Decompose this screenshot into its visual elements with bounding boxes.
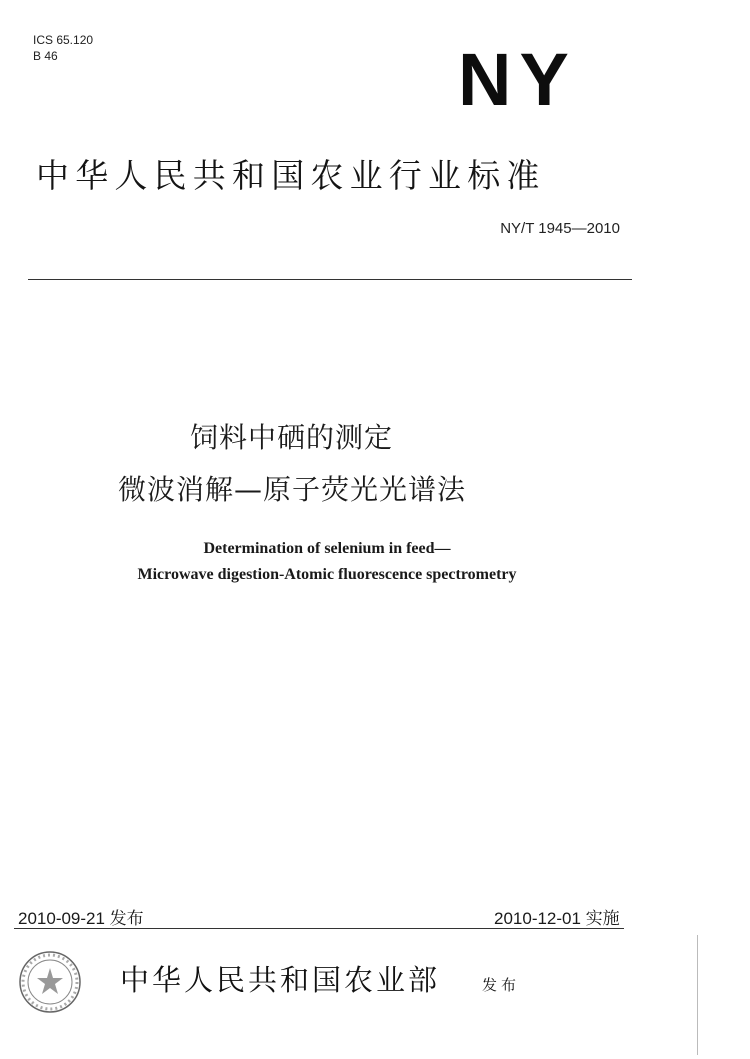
seal-icon bbox=[16, 948, 84, 1016]
standard-number: NY/T 1945—2010 bbox=[500, 220, 620, 237]
effective-date: 2010-12-01 实施 bbox=[494, 909, 620, 928]
publish-date: 2010-09-21 发布 bbox=[18, 909, 144, 928]
class-code: B 46 bbox=[33, 49, 58, 63]
chinese-title-line-1: 饲料中硒的测定 bbox=[190, 421, 394, 454]
bottom-divider bbox=[14, 928, 624, 929]
english-title-line-2: Microwave digestion-Atomic fluorescence spectrometry bbox=[137, 566, 517, 583]
page-edge-line bbox=[697, 935, 698, 1055]
ny-logo: NY bbox=[458, 38, 577, 121]
english-title-line-1: Determination of selenium in feed— bbox=[203, 540, 451, 557]
chinese-title-line-2: 微波消解—原子荧光光谱法 bbox=[118, 473, 467, 506]
ics-code: ICS 65.120 bbox=[33, 33, 94, 47]
issuing-authority: 中华人民共和国农业部 bbox=[120, 963, 441, 997]
top-divider bbox=[28, 279, 632, 280]
issuer-suffix: 发布 bbox=[482, 976, 521, 994]
classification-codes bbox=[33, 32, 93, 64]
standard-category-title: 中华人民共和国农业行业标准 bbox=[36, 156, 546, 195]
